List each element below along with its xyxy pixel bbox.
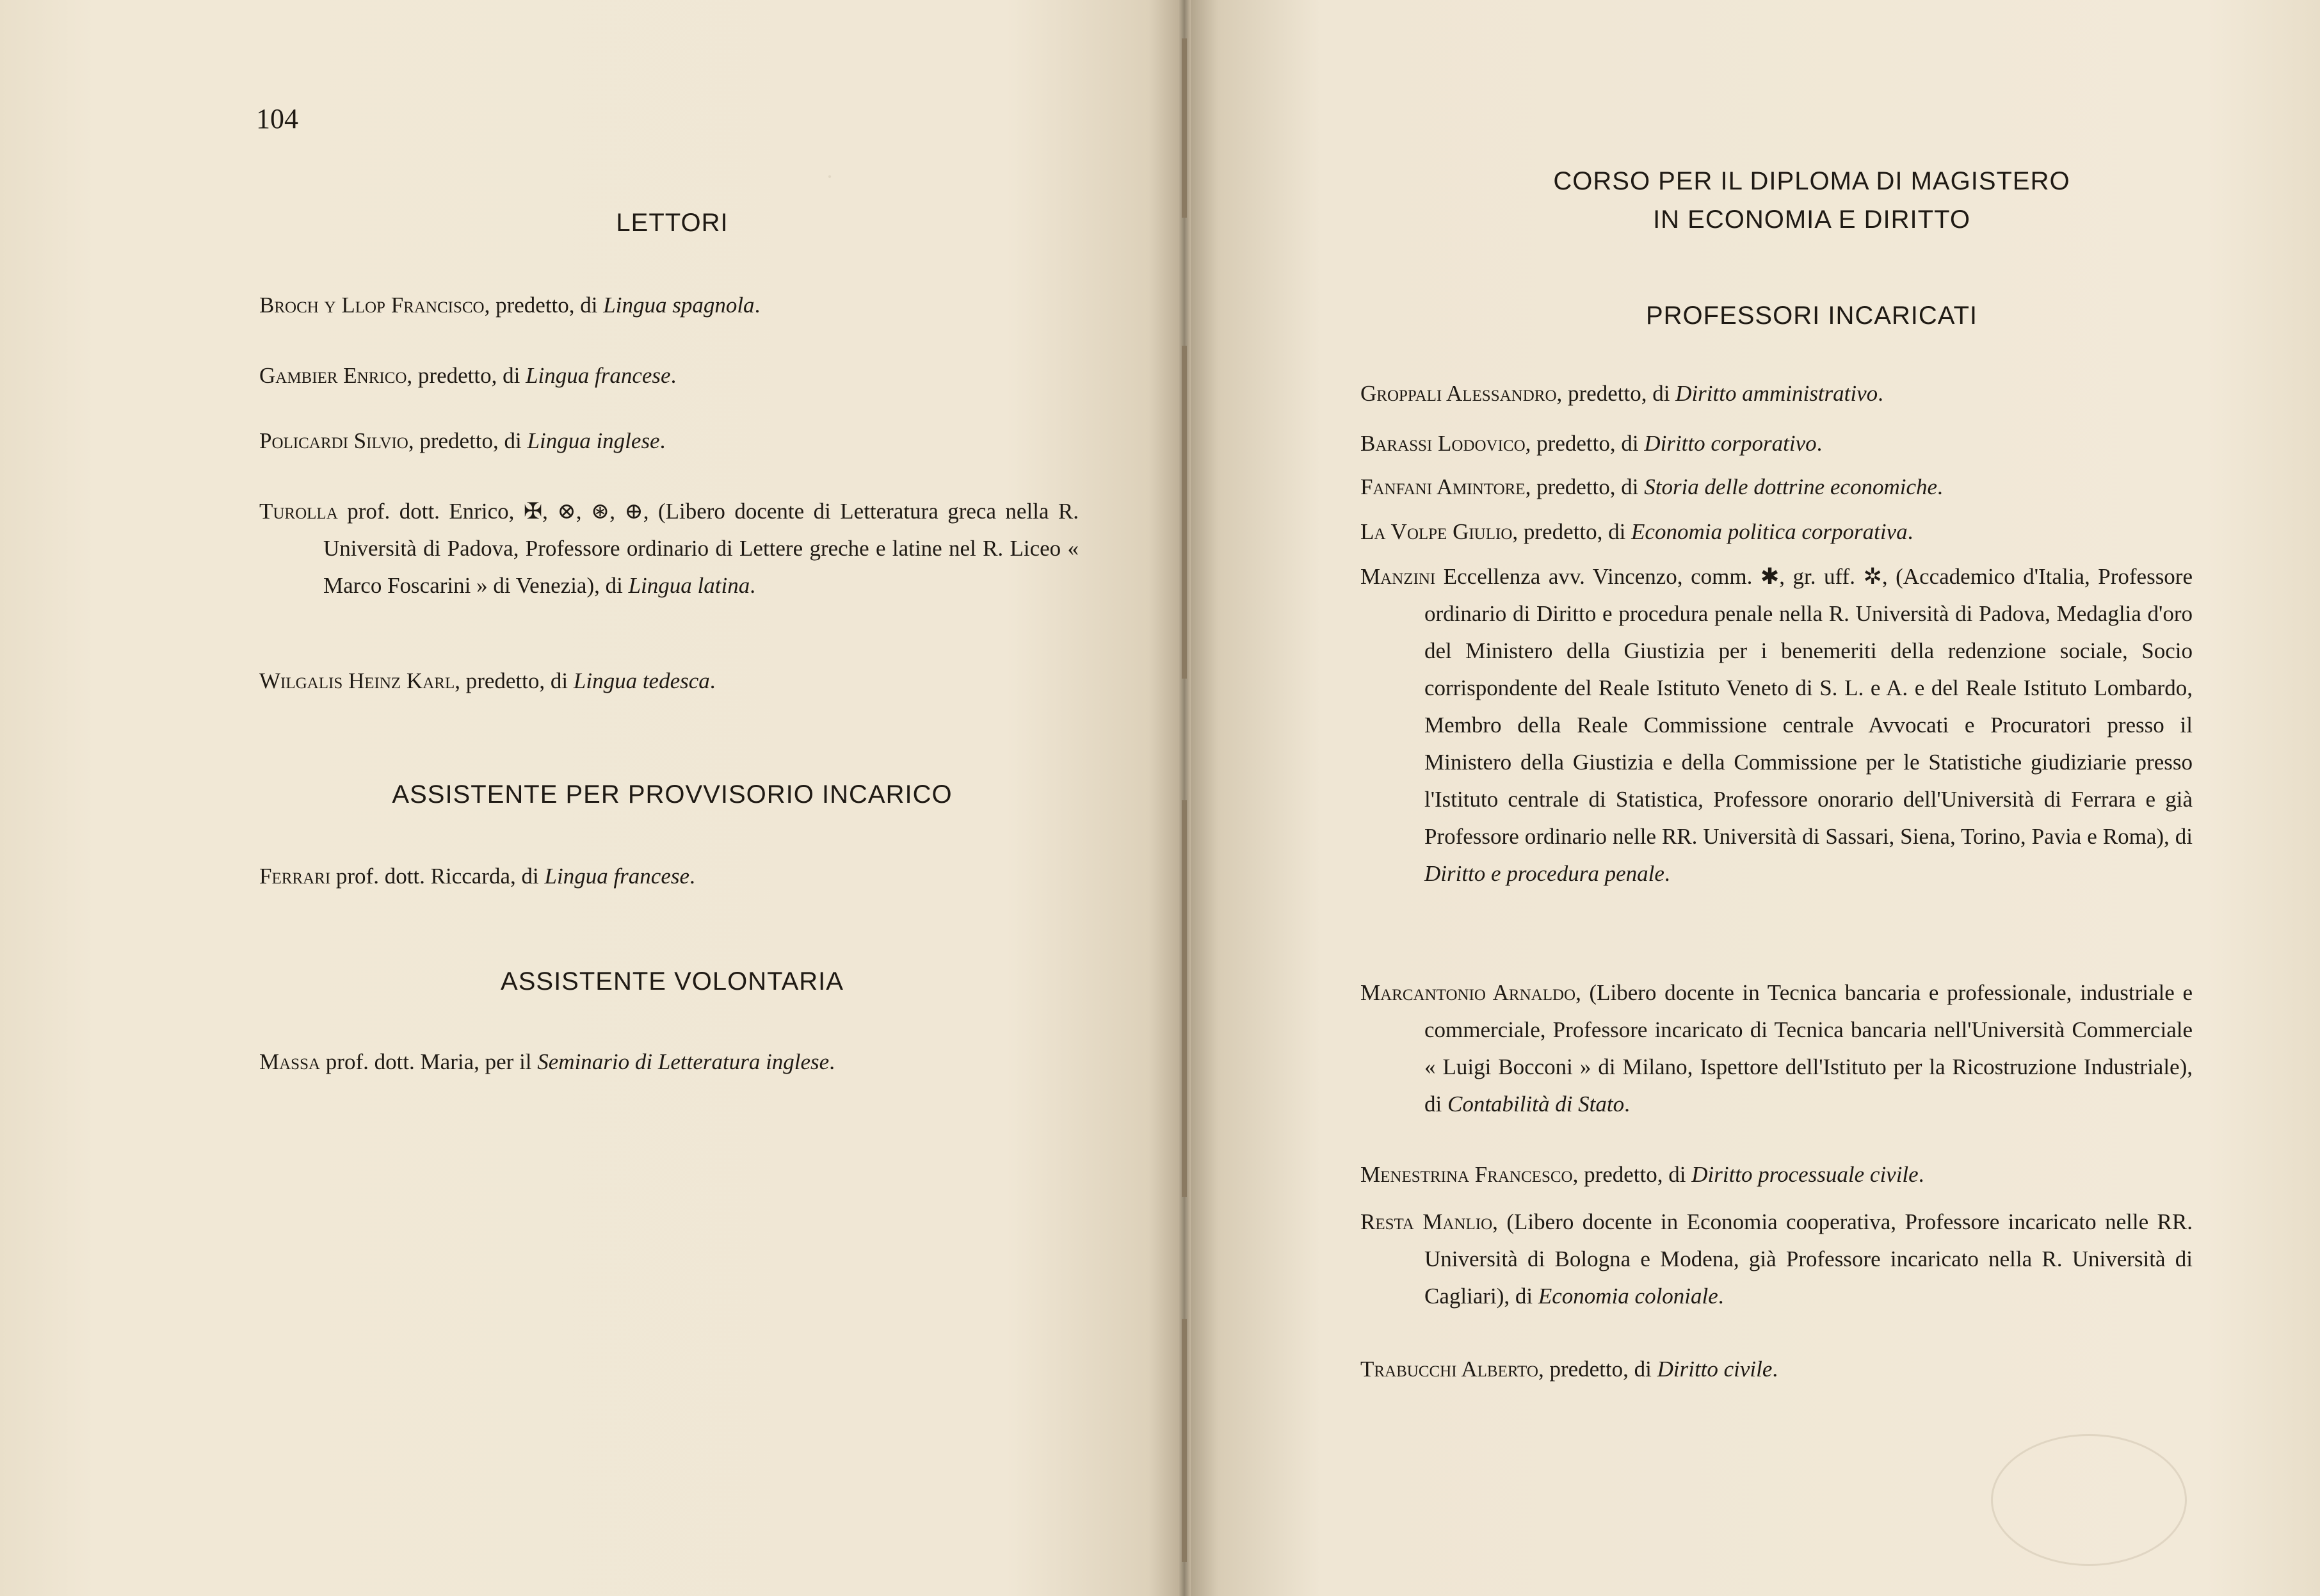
heading-assistente-volontaria: ASSISTENTE VOLONTARIA bbox=[501, 967, 844, 995]
entry-lettore: Gambier Enrico, predetto, di Lingua francese. bbox=[259, 363, 677, 388]
heading-professori-incaricati: PROFESSORI INCARICATI bbox=[1645, 302, 1978, 330]
entry-lettore: Broch y Llop Francisco, predetto, di Lingua spagnola. bbox=[259, 293, 761, 318]
entry-lettore: Wilgalis Heinz Karl, predetto, di Lingua tedesca. bbox=[259, 668, 716, 693]
entry-professore: Resta Manlio, (Libero docente in Economia cooperativa, Professore incaricato nelle RR. Università di Bologna e Modena, già Professore incaricato nella R. Università di Cagliari), di Economia coloniale. bbox=[1360, 1209, 2193, 1309]
entry-professore: Groppali Alessandro, predetto, di Diritto amministrativo. bbox=[1360, 381, 1883, 406]
course-title-line1: CORSO PER IL DIPLOMA DI MAGISTERO bbox=[1553, 167, 2070, 195]
entry-assistente-volontaria: Massa prof. dott. Maria, per il Seminario di Letteratura inglese. bbox=[259, 1049, 835, 1074]
entry-professore: Barassi Lodovico, predetto, di Diritto corporativo. bbox=[1360, 431, 1823, 456]
binding-thread bbox=[1182, 346, 1187, 679]
entry-professore: Marcantonio Arnaldo, (Libero docente in Tecnica bancaria e professionale, industriale e commerciale, Professore incaricato di Tecnica bancaria nell'Università Commerciale « Luigi Bocconi » di Milano, Ispettore dell'Istituto per la Ricostruzione Industriale), di Contabilità di Stato. bbox=[1360, 980, 2193, 1116]
page-number: 104 bbox=[256, 103, 298, 134]
binding-thread bbox=[1182, 800, 1187, 1197]
heading-assistente-provvisorio: ASSISTENTE PER PROVVISORIO INCARICO bbox=[392, 780, 953, 809]
binding-thread bbox=[1182, 1319, 1187, 1562]
show-through-text: · bbox=[826, 164, 834, 189]
entry-professore: Menestrina Francesco, predetto, di Diritto processuale civile. bbox=[1360, 1162, 1924, 1187]
heading-lettori: LETTORI bbox=[616, 209, 729, 237]
entry-lettore: Policardi Silvio, predetto, di Lingua inglese. bbox=[259, 428, 666, 453]
entry-professore: Manzini Eccellenza avv. Vincenzo, comm. ✱, gr. uff. ✲, (Accademico d'Italia, Professore ordinario di Diritto e procedura penale nella R. Università di Padova, Medaglia d'oro del Ministero della Giustizia per i benemeriti della redenzione sociale, Socio corrispondente del Reale Istituto Veneto di S. L. e A. e del Reale Istituto Lombardo, Membro della Reale Commissione centrale Avvocati e Procuratori presso il Ministero della Giustizia e della Commissione per le Statistiche giudiziarie presso l'Istituto centrale di Statistica, Professore onorario dell'Università di Ferrara e già Professore ordinario nelle RR. Università di Sassari, Siena, Torino, Pavia e Roma), di Diritto e procedura penale. bbox=[1360, 564, 2193, 886]
entry-lettore: Turolla prof. dott. Enrico, ✠, ⊗, ⊛, ⊕, (Libero docente di Letteratura greca nella R. Università di Padova, Professore ordinario di Lettere greche e latine nel R. Liceo « Marco Foscarini » di Venezia), di Lingua latina. bbox=[259, 499, 1079, 598]
right-page bbox=[1184, 0, 2320, 1596]
entry-professore: La Volpe Giulio, predetto, di Economia politica corporativa. bbox=[1360, 519, 1913, 544]
entry-assistente: Ferrari prof. dott. Riccarda, di Lingua francese. bbox=[259, 864, 695, 889]
entry-professore: Trabucchi Alberto, predetto, di Diritto civile. bbox=[1360, 1357, 1778, 1382]
binding-thread bbox=[1182, 38, 1187, 218]
faded-stamp bbox=[1991, 1434, 2187, 1566]
entry-professore: Fanfani Amintore, predetto, di Storia delle dottrine economiche. bbox=[1360, 474, 1943, 499]
course-title-line2: IN ECONOMIA E DIRITTO bbox=[1653, 206, 1970, 234]
